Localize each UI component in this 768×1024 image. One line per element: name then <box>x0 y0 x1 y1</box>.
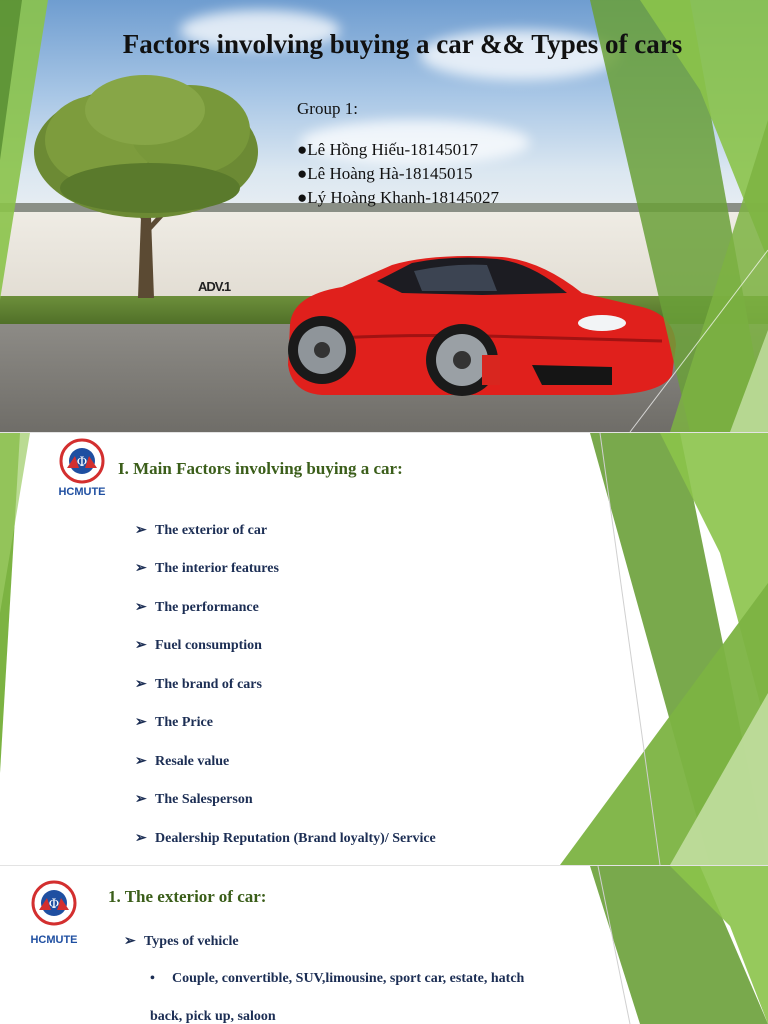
member-1: ●Lê Hồng Hiếu-18145017 <box>297 140 479 159</box>
title-slide <box>0 0 768 432</box>
green-decoration-left <box>0 0 60 432</box>
list-item: ➢ The exterior of car <box>135 523 268 538</box>
exterior-slide <box>0 866 768 1024</box>
green-decoration-right <box>560 433 768 865</box>
list-item: ➢ The interior features <box>135 561 279 576</box>
list-item: ➢ Dealership Reputation (Brand loyalty)/ Service <box>135 831 436 846</box>
tree-image <box>30 70 270 310</box>
list-item: ➢ Fuel consumption <box>135 638 262 653</box>
list-item: ➢ The Salesperson <box>135 792 253 807</box>
list-item: ➢ The performance <box>135 600 259 615</box>
factors-slide <box>0 433 768 865</box>
arrow-bullet-icon: ➢ <box>135 792 147 807</box>
section-heading: I. Main Factors involving buying a car: <box>118 459 403 478</box>
arrow-bullet-icon: ➢ <box>135 677 147 692</box>
arrow-bullet-icon: ➢ <box>135 754 147 769</box>
slide-title: Factors involving buying a car && Types of cars <box>122 29 683 59</box>
logo-caption: HCMUTE <box>58 486 106 498</box>
arrow-bullet-icon: ➢ <box>135 638 147 653</box>
green-decoration-right <box>580 0 768 432</box>
green-decoration-left <box>0 433 40 865</box>
svg-text:Φ: Φ <box>76 455 88 470</box>
list-item: ➢ Types of vehicle <box>124 934 239 949</box>
detail-text: • Couple, convertible, SUV,limousine, sport car, estate, hatch <box>150 971 525 986</box>
list-item: ➢ The Price <box>135 715 213 730</box>
wall-logo-text: ADV.1 <box>198 279 231 294</box>
section-heading: 1. The exterior of car: <box>108 887 267 906</box>
member-2: ●Lê Hoàng Hà-18145015 <box>297 164 473 183</box>
logo-caption: HCMUTE <box>30 934 78 946</box>
arrow-bullet-icon: ➢ <box>135 831 147 846</box>
arrow-bullet-icon: ➢ <box>135 715 147 730</box>
arrow-bullet-icon: ➢ <box>135 561 147 576</box>
hcmute-logo-icon <box>29 878 79 928</box>
hcmute-logo-icon <box>57 438 107 484</box>
group-label: Group 1: <box>297 99 358 118</box>
arrow-bullet-icon: ➢ <box>124 934 136 949</box>
svg-text:Φ: Φ <box>48 897 60 912</box>
arrow-bullet-icon: ➢ <box>135 523 147 538</box>
detail-text-continued: back, pick up, saloon <box>150 1009 276 1024</box>
green-decoration-right <box>580 866 768 1024</box>
list-item: ➢ The brand of cars <box>135 677 262 692</box>
list-item: ➢ Resale value <box>135 754 230 769</box>
member-3: ●Lý Hoàng Khanh-18145027 <box>297 188 499 207</box>
dot-bullet-icon: • <box>150 971 155 986</box>
arrow-bullet-icon: ➢ <box>135 600 147 615</box>
